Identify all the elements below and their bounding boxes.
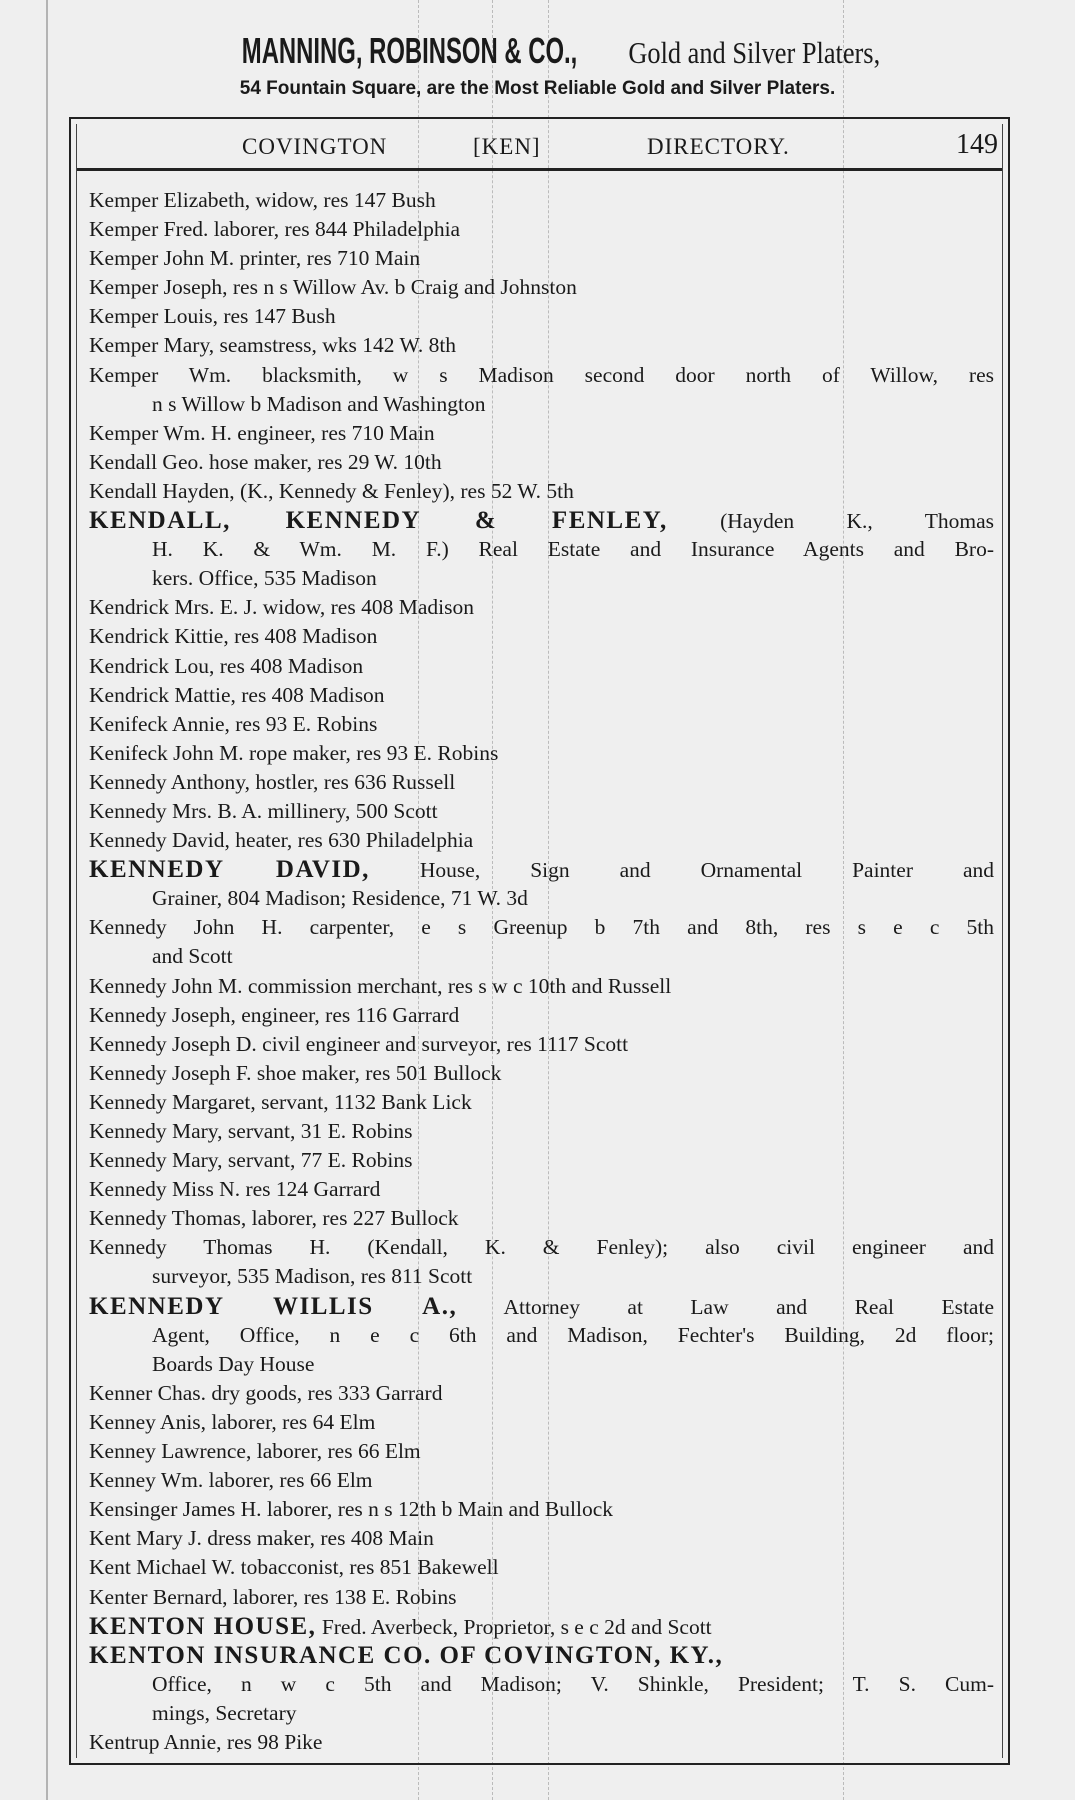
entry-text: Fred. Averbeck, Proprietor, s e c 2d and Scott — [321, 1614, 712, 1639]
entry-text: Kennedy Thomas, laborer, res 227 Bullock — [89, 1206, 459, 1231]
directory-entry — [89, 972, 994, 1001]
entry-line — [89, 622, 994, 651]
entry-line — [89, 1641, 994, 1670]
entry-text: Kemper Wm. H. engineer, res 710 Main — [89, 420, 435, 445]
entry-text: Boards Day House — [152, 1351, 315, 1376]
entry-text: Kennedy Joseph D. civil engineer and surveyor, res 1117 Scott — [89, 1031, 629, 1056]
entry-bold-name: KENTON INSURANCE CO. OF COVINGTON, KY., — [89, 1641, 724, 1669]
entry-text: Kenney Lawrence, laborer, res 66 Elm — [89, 1439, 421, 1464]
page-number: 149 — [956, 129, 998, 160]
directory-entry — [89, 331, 994, 360]
advert-subline: 54 Fountain Square, are the Most Reliable Gold and Silver Platers. — [239, 78, 836, 99]
running-head-code: [KEN] — [473, 134, 541, 159]
entry-line — [89, 913, 994, 942]
entry-text: Kentrup Annie, res 98 Pike — [89, 1729, 323, 1754]
entry-text: Kenter Bernard, laborer, res 138 E. Robins — [89, 1584, 457, 1609]
directory-entry — [89, 622, 994, 651]
entry-line — [89, 681, 994, 710]
directory-entry — [89, 1030, 994, 1059]
directory-entry — [89, 215, 994, 244]
entry-text: Kennedy Mrs. B. A. millinery, 500 Scott — [89, 798, 438, 823]
entry-text: Kent Mary J. dress maker, res 408 Main — [89, 1526, 434, 1551]
entry-line — [89, 972, 994, 1001]
entry-text: Grainer, 804 Madison; Residence, 71 W. 3d — [152, 886, 528, 911]
entry-text: Kemper Louis, res 147 Bush — [89, 304, 336, 329]
entry-line — [89, 302, 994, 331]
directory-entry — [89, 361, 994, 419]
entry-line — [89, 186, 994, 215]
entry-text: Kenifeck Annie, res 93 E. Robins — [89, 711, 378, 736]
entry-line — [89, 273, 994, 302]
directory-entry — [89, 1408, 994, 1437]
entry-text: surveyor, 535 Madison, res 811 Scott — [152, 1264, 473, 1289]
entry-text: Kemper Mary, seamstress, wks 142 W. 8th — [89, 333, 457, 358]
entry-line — [89, 1204, 994, 1233]
entry-line — [89, 506, 994, 535]
entry-text: Kennedy John M. commission merchant, res s w c 10th and Russell — [89, 973, 672, 998]
entry-line — [89, 797, 994, 826]
entry-text: Kenney Wm. laborer, res 66 Elm — [89, 1468, 373, 1493]
entry-text: Kennedy Mary, servant, 77 E. Robins — [89, 1148, 413, 1173]
directory-entry — [89, 1437, 994, 1466]
entry-line — [89, 419, 994, 448]
directory-entry — [89, 273, 994, 302]
directory-entry — [89, 710, 994, 739]
entry-line — [89, 1495, 994, 1524]
entry-line — [89, 215, 994, 244]
entry-text: Kennedy John H. carpenter, e s Greenup b 7th and 8th, res s e c 5th — [89, 915, 994, 940]
entry-text: Kendall Geo. hose maker, res 29 W. 10th — [89, 449, 442, 474]
entry-text: Kemper Wm. blacksmith, w s Madison second door north of Willow, res — [89, 362, 994, 387]
entry-bold-name: KENDALL, KENNEDY & FENLEY, — [89, 507, 668, 535]
entry-text: Kennedy Joseph, engineer, res 116 Garrard — [89, 1002, 460, 1027]
directory-entry — [89, 913, 994, 971]
directory-entry — [89, 681, 994, 710]
entry-line — [89, 564, 994, 593]
entry-line — [89, 1059, 994, 1088]
directory-entry — [89, 593, 994, 622]
entry-line — [89, 593, 994, 622]
directory-entries — [89, 186, 994, 1757]
entry-text: Kennedy Margaret, servant, 1132 Bank Lick — [89, 1089, 472, 1114]
directory-entry — [89, 302, 994, 331]
entry-text: H. K. & Wm. M. F.) Real Estate and Insurance Agents and Bro- — [152, 537, 994, 562]
entry-line — [89, 1612, 994, 1641]
directory-entry — [89, 1001, 994, 1030]
entry-text: Kensinger James H. laborer, res n s 12th b Main and Bullock — [89, 1497, 613, 1522]
entry-text: Kendrick Lou, res 408 Madison — [89, 653, 364, 678]
directory-entry — [89, 1379, 994, 1408]
page-frame — [69, 117, 1010, 1765]
entry-line — [89, 942, 994, 971]
entry-bold-name: KENNEDY DAVID, — [89, 856, 370, 884]
entry-text: Kendall Hayden, (K., Kennedy & Fenley), res 52 W. 5th — [89, 478, 574, 503]
entry-text: Kennedy Miss N. res 124 Garrard — [89, 1177, 381, 1202]
entry-line — [89, 535, 994, 564]
entry-line — [89, 1408, 994, 1437]
entry-text: Kenifeck John M. rope maker, res 93 E. Robins — [89, 740, 499, 765]
entry-text: House, Sign and Ornamental Painter and — [419, 858, 995, 883]
entry-text: Kennedy Joseph F. shoe maker, res 501 Bullock — [89, 1060, 502, 1085]
page-edge — [46, 0, 48, 1800]
entry-text: Kennedy Thomas H. (Kendall, K. & Fenley); also civil engineer and — [89, 1235, 994, 1260]
entry-text: Kemper John M. printer, res 710 Main — [89, 246, 421, 271]
directory-entry — [89, 1524, 994, 1553]
entry-line — [89, 390, 994, 419]
entry-line — [89, 1466, 994, 1495]
entry-line — [89, 1524, 994, 1553]
entry-line — [89, 1146, 994, 1175]
entry-bold-name: KENTON HOUSE, — [89, 1612, 317, 1640]
directory-entry — [89, 855, 994, 913]
entry-line — [89, 477, 994, 506]
directory-entry — [89, 797, 994, 826]
entry-line — [89, 1670, 994, 1699]
directory-entry — [89, 1495, 994, 1524]
entry-text: Agent, Office, n e c 6th and Madison, Fechter's Building, 2d floor; — [152, 1322, 994, 1347]
entry-text: Attorney at Law and Real Estate — [503, 1294, 994, 1319]
entry-line — [89, 1088, 994, 1117]
directory-entry — [89, 186, 994, 215]
entry-line — [89, 1117, 994, 1146]
entry-line — [89, 1001, 994, 1030]
directory-entry — [89, 1728, 994, 1757]
entry-text: Kendrick Kittie, res 408 Madison — [89, 624, 378, 649]
running-head-city: COVINGTON — [242, 134, 388, 159]
directory-entry — [89, 244, 994, 273]
directory-entry — [89, 1612, 994, 1641]
entry-line — [89, 1553, 994, 1582]
entry-line — [89, 448, 994, 477]
running-head — [77, 124, 1002, 171]
advert-name: MANNING, ROBINSON & CO., — [241, 30, 578, 71]
entry-line — [89, 331, 994, 360]
entry-text: Kennedy David, heater, res 630 Philadelphia — [89, 828, 474, 853]
directory-entry — [89, 419, 994, 448]
running-head-directory: DIRECTORY. — [647, 134, 790, 159]
entry-text: Kennedy Mary, servant, 31 E. Robins — [89, 1119, 413, 1143]
entry-text: Kenney Anis, laborer, res 64 Elm — [89, 1409, 376, 1434]
directory-entry — [89, 652, 994, 681]
directory-entry — [89, 768, 994, 797]
entry-line — [89, 855, 994, 884]
entry-text: Kenner Chas. dry goods, res 333 Garrard — [89, 1380, 443, 1405]
entry-text: (Hayden K., Thomas — [720, 509, 994, 534]
advert-tagline: Gold and Silver Platers, — [628, 35, 881, 70]
entry-line — [89, 1583, 994, 1612]
directory-entry — [89, 448, 994, 477]
entry-text: Kendrick Mrs. E. J. widow, res 408 Madison — [89, 595, 474, 620]
entry-text: Kemper Fred. laborer, res 844 Philadelphia — [89, 217, 461, 242]
entry-line — [89, 739, 994, 768]
entry-line — [89, 1175, 994, 1204]
directory-entry — [89, 1204, 994, 1233]
directory-entry — [89, 506, 994, 593]
entry-line — [89, 361, 994, 390]
entry-line — [89, 1321, 994, 1350]
entry-text: Kemper Elizabeth, widow, res 147 Bush — [89, 188, 436, 212]
directory-entry — [89, 1059, 994, 1088]
page-body — [76, 124, 1003, 1758]
entry-line — [89, 1262, 994, 1291]
entry-line — [89, 1030, 994, 1059]
entry-line — [89, 1233, 994, 1262]
entry-text: Kemper Joseph, res n s Willow Av. b Craig and Johnston — [89, 275, 577, 300]
directory-entry — [89, 1292, 994, 1379]
entry-text: and Scott — [152, 944, 233, 969]
entry-text: Kennedy Anthony, hostler, res 636 Russell — [89, 769, 456, 794]
entry-text: Kendrick Mattie, res 408 Madison — [89, 682, 385, 707]
directory-entry — [89, 1553, 994, 1582]
directory-entry — [89, 739, 994, 768]
entry-line — [89, 884, 994, 913]
entry-text: Kent Michael W. tobacconist, res 851 Bakewell — [89, 1555, 499, 1580]
entry-line — [89, 1292, 994, 1321]
directory-entry — [89, 477, 994, 506]
entry-text: mings, Secretary — [152, 1700, 297, 1725]
entry-line — [89, 1350, 994, 1379]
entry-bold-name: KENNEDY WILLIS A., — [89, 1292, 458, 1320]
directory-entry — [89, 1466, 994, 1495]
entry-line — [89, 768, 994, 797]
directory-entry — [89, 1117, 994, 1146]
entry-line — [89, 710, 994, 739]
directory-entry — [89, 1175, 994, 1204]
entry-text: kers. Office, 535 Madison — [152, 566, 377, 591]
entry-line — [89, 652, 994, 681]
directory-entry — [89, 1146, 994, 1175]
advert-title — [0, 30, 1075, 72]
entry-line — [89, 1699, 994, 1728]
entry-text: n s Willow b Madison and Washington — [152, 391, 486, 416]
directory-entry — [89, 1088, 994, 1117]
entry-line — [89, 826, 994, 855]
entry-line — [89, 1437, 994, 1466]
directory-entry — [89, 1233, 994, 1291]
entry-line — [89, 1728, 994, 1757]
entry-text: Office, n w c 5th and Madison; V. Shinkle, President; T. S. Cum- — [152, 1671, 994, 1696]
entry-line — [89, 244, 994, 273]
directory-entry — [89, 1641, 994, 1728]
directory-entry — [89, 826, 994, 855]
entry-line — [89, 1379, 994, 1408]
directory-entry — [89, 1583, 994, 1612]
